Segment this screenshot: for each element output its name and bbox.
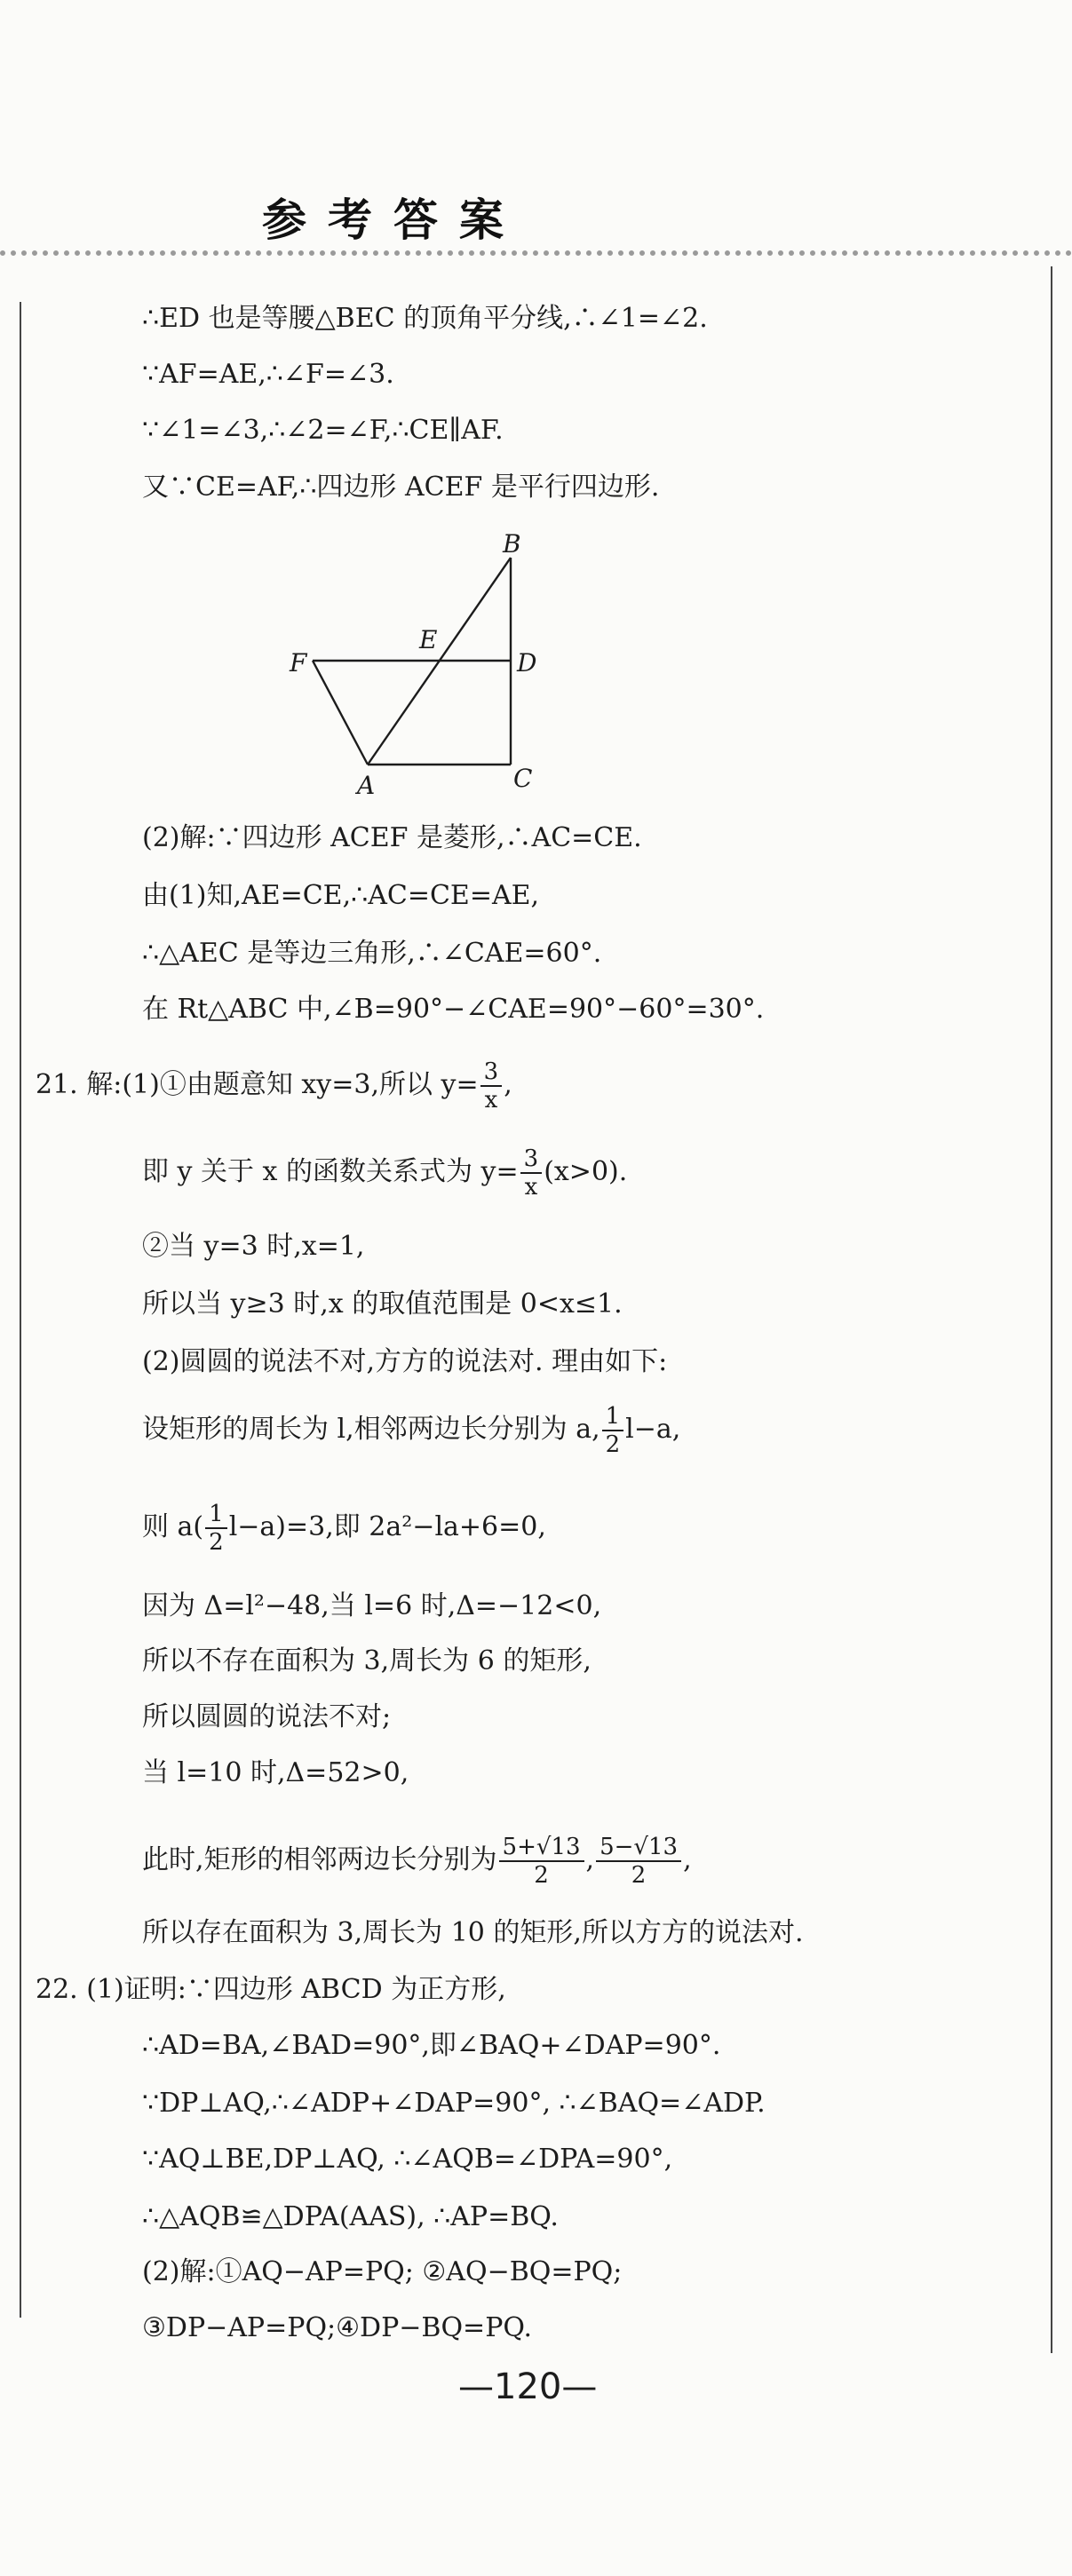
text-line — [142, 1145, 627, 1201]
label-E: E — [419, 625, 438, 654]
text-run: 即 y 关于 x 的函数关系式为 y= — [142, 1156, 519, 1187]
text-run: , — [585, 1844, 595, 1875]
text-run: (x>0). — [544, 1156, 628, 1187]
header-dotted-rule — [0, 250, 1072, 256]
text-line: 所以当 y≥3 时,x 的取值范围是 0<x≤1. — [142, 1288, 623, 1320]
text-line: (2)解:∵四边形 ACEF 是菱形,∴AC=CE. — [142, 822, 642, 853]
numerator: 1 — [205, 1501, 227, 1529]
label-C: C — [513, 764, 533, 793]
segment-FA — [313, 661, 368, 765]
label-D: D — [517, 648, 537, 678]
text-run: 21. 解:(1)①由题意知 xy=3,所以 y= — [36, 1069, 479, 1100]
fraction — [480, 1058, 503, 1114]
text-run: l−a, — [625, 1414, 681, 1445]
numerator: 1 — [602, 1403, 624, 1431]
right-margin-rule — [1051, 266, 1052, 2353]
text-line: 所以不存在面积为 3,周长为 6 的矩形, — [142, 1645, 592, 1676]
page-title: 参考答案 — [262, 194, 525, 246]
text-line — [142, 1834, 692, 1889]
text-line: ∴AD=BA,∠BAD=90°,即∠BAQ+∠DAP=90°. — [142, 2030, 721, 2061]
text-line: (2)解:①AQ−AP=PQ; ②AQ−BQ=PQ; — [142, 2256, 623, 2287]
text-run: , — [504, 1069, 512, 1100]
text-line: ∵AF=AE,∴∠F=∠3. — [142, 359, 394, 390]
fraction — [520, 1145, 543, 1201]
text-line: 所以存在面积为 3,周长为 10 的矩形,所以方方的说法对. — [142, 1917, 804, 1948]
denominator: 2 — [605, 1431, 621, 1458]
denominator: x — [524, 1174, 538, 1201]
text-run: 则 a( — [142, 1511, 204, 1542]
text-line: ③DP−AP=PQ;④DP−BQ=PQ. — [142, 2312, 533, 2343]
numerator: 3 — [520, 1145, 543, 1174]
text-line — [36, 1058, 512, 1114]
numerator: 5−√13 — [596, 1834, 681, 1862]
left-margin-rule — [20, 302, 21, 2318]
text-run: , — [683, 1844, 692, 1875]
text-line: ∴△AQB≌△DPA(AAS), ∴AP=BQ. — [142, 2201, 559, 2232]
denominator: 2 — [631, 1862, 647, 1889]
text-line: 由(1)知,AE=CE,∴AC=CE=AE, — [142, 880, 540, 911]
text-line: ∴△AEC 是等边三角形,∴∠CAE=60°. — [142, 938, 602, 969]
fraction — [499, 1834, 584, 1889]
text-run: 此时,矩形的相邻两边长分别为 — [142, 1844, 497, 1875]
fraction — [596, 1834, 681, 1889]
denominator: 2 — [534, 1862, 549, 1889]
text-line: ∵∠1=∠3,∴∠2=∠F,∴CE∥AF. — [142, 415, 504, 446]
text-line — [142, 1501, 546, 1556]
fraction — [205, 1501, 227, 1556]
label-F: F — [290, 648, 307, 678]
numerator: 5+√13 — [499, 1834, 584, 1862]
text-line: ∵AQ⊥BE,DP⊥AQ, ∴∠AQB=∠DPA=90°, — [142, 2144, 673, 2175]
fraction — [602, 1403, 624, 1458]
page-number: —120— — [458, 2366, 598, 2407]
denominator: 2 — [209, 1529, 224, 1556]
text-line: 因为 Δ=l²−48,当 l=6 时,Δ=−12<0, — [142, 1590, 602, 1621]
text-line: ②当 y=3 时,x=1, — [142, 1231, 365, 1262]
geometry-figure — [275, 531, 560, 797]
label-A: A — [357, 771, 376, 797]
label-B: B — [503, 531, 521, 559]
numerator: 3 — [480, 1058, 503, 1087]
text-line: 所以圆圆的说法不对; — [142, 1701, 392, 1732]
text-line — [142, 1403, 680, 1458]
text-line: 又∵CE=AF,∴四边形 ACEF 是平行四边形. — [142, 472, 660, 503]
denominator: x — [484, 1087, 498, 1114]
text-line: (2)圆圆的说法不对,方方的说法对. 理由如下: — [142, 1346, 668, 1377]
text-line: 当 l=10 时,Δ=52>0, — [142, 1757, 409, 1788]
text-line: ∴ED 也是等腰△BEC 的顶角平分线,∴∠1=∠2. — [142, 303, 708, 334]
text-run: l−a)=3,即 2a²−la+6=0, — [228, 1511, 546, 1542]
text-line: ∵DP⊥AQ,∴∠ADP+∠DAP=90°, ∴∠BAQ=∠ADP. — [142, 2088, 766, 2119]
text-run: 设矩形的周长为 l,相邻两边长分别为 a, — [142, 1414, 600, 1445]
text-line: 在 Rt△ABC 中,∠B=90°−∠CAE=90°−60°=30°. — [142, 994, 765, 1025]
text-line: 22. (1)证明:∵四边形 ABCD 为正方形, — [36, 1974, 506, 2005]
